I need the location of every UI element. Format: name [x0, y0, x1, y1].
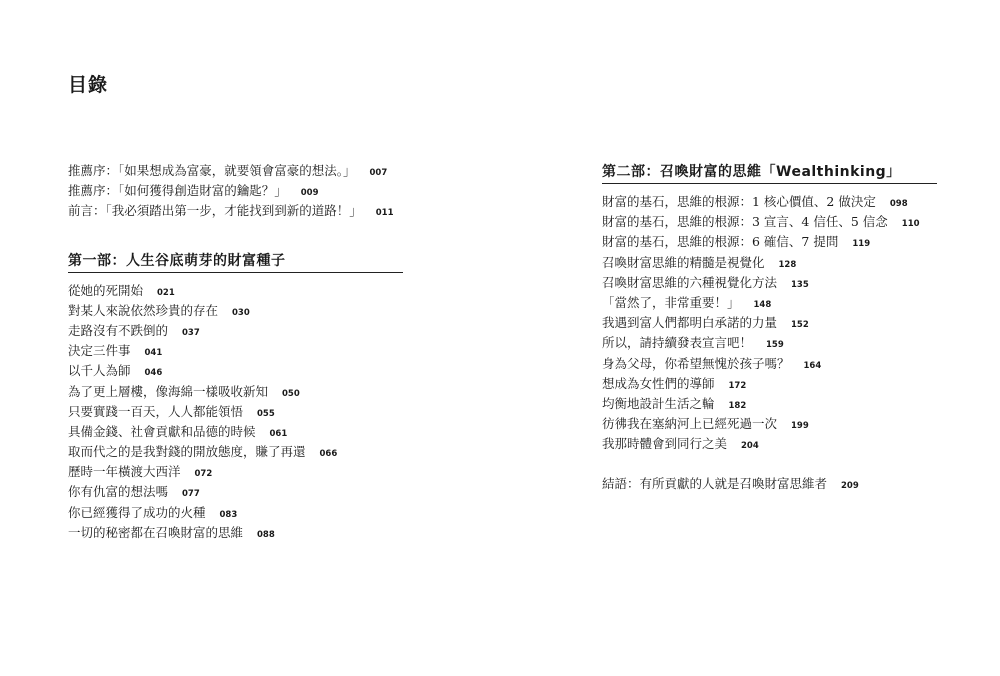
- toc-entry[interactable]: [602, 293, 937, 313]
- toc-entry[interactable]: [602, 313, 937, 333]
- toc-entry[interactable]: [68, 341, 403, 361]
- entry-label: 走路沒有不跌倒的: [68, 322, 169, 338]
- entry-label: 一切的秘密都在召喚財富的思維: [68, 524, 244, 540]
- entry-page: 209: [841, 481, 859, 492]
- toc-entry[interactable]: [68, 523, 403, 543]
- entry-page: 135: [791, 279, 809, 290]
- toc-entry-conclusion[interactable]: [602, 474, 937, 494]
- entry-label: 召喚財富思維的六種視覺化方法: [602, 274, 778, 290]
- toc-entry[interactable]: [68, 503, 403, 523]
- entry-page: 037: [182, 327, 200, 338]
- entry-label: 財富的基石，思維的根源：1 核心價值、2 做決定: [602, 194, 876, 209]
- entry-page: 110: [901, 219, 920, 230]
- entry-page: 009: [300, 188, 319, 199]
- part1-heading: 第一部：人生谷底萌芽的財富種子: [68, 250, 403, 273]
- toc-entry[interactable]: [68, 201, 403, 221]
- toc-entry[interactable]: [68, 321, 403, 341]
- entry-page: 159: [766, 340, 784, 351]
- entry-label: 前言：「我必須踏出第一步，才能找到到新的道路！」: [68, 203, 362, 219]
- entry-label: 彷彿我在塞納河上已經死過一次: [602, 416, 778, 432]
- toc-entry[interactable]: [68, 281, 403, 301]
- page-title: 目錄: [68, 74, 109, 96]
- entry-label: 所以，請持續發表宣言吧！: [602, 335, 753, 351]
- toc-entry[interactable]: [602, 212, 937, 232]
- entry-page: 011: [375, 208, 394, 219]
- entry-label: 財富的基石，思維的根源：3 宣言、4 信任、5 信念: [602, 214, 888, 230]
- entry-page: 148: [753, 299, 772, 310]
- entry-label: 召喚財富思維的精髓是視覺化: [602, 254, 765, 270]
- entry-page: 046: [144, 368, 163, 379]
- entry-label: 以千人為師: [68, 363, 131, 379]
- entry-page: 072: [194, 469, 213, 480]
- entry-page: 083: [219, 509, 238, 520]
- entry-page: 164: [803, 360, 822, 371]
- entry-label: 「當然了，非常重要！」: [602, 294, 740, 310]
- toc-entry[interactable]: [602, 232, 937, 252]
- entry-page: 088: [257, 529, 275, 540]
- toc-left-column: [68, 161, 403, 543]
- entry-label: 你有仇富的想法嗎: [68, 484, 169, 500]
- entry-label: 決定三件事: [68, 343, 131, 359]
- entry-page: 098: [889, 199, 908, 209]
- entry-label: 結語：有所貢獻的人就是召喚財富思維者: [602, 476, 828, 492]
- entry-page: 030: [232, 307, 250, 318]
- entry-label: 取而代之的是我對錢的開放態度，賺了再還: [68, 444, 306, 460]
- entry-label: 具備金錢、社會貢獻和品德的時候: [68, 423, 256, 439]
- entry-label: 推薦序：「如果想成為富豪，就要領會富豪的想法。」: [68, 163, 356, 178]
- entry-label: 歷時一年橫渡大西洋: [68, 464, 181, 480]
- toc-entry[interactable]: [602, 374, 937, 394]
- entry-page: 041: [144, 348, 163, 359]
- entry-page: 199: [791, 421, 809, 432]
- entry-label: 想成為女性們的導師: [602, 375, 715, 391]
- toc-entry[interactable]: [602, 192, 937, 212]
- entry-page: 055: [257, 408, 275, 419]
- toc-entry[interactable]: [68, 482, 403, 502]
- entry-page: 182: [728, 400, 747, 411]
- entry-page: 021: [157, 287, 175, 298]
- entry-label: 你已經獲得了成功的火種: [68, 504, 206, 520]
- toc-entry[interactable]: [602, 354, 937, 374]
- toc-entry[interactable]: [602, 273, 937, 293]
- entry-label: 身為父母，你希望無愧於孩子嗎？: [602, 355, 790, 371]
- toc-entry[interactable]: [68, 161, 403, 181]
- toc-right-column: [602, 161, 937, 495]
- toc-entry[interactable]: [68, 181, 403, 201]
- toc-entry[interactable]: [68, 442, 403, 462]
- toc-entry[interactable]: [602, 414, 937, 434]
- toc-entry[interactable]: [68, 402, 403, 422]
- toc-entry[interactable]: [68, 382, 403, 402]
- entry-label: 從她的死開始: [68, 282, 144, 298]
- entry-label: 我那時體會到同行之美: [602, 436, 728, 452]
- toc-entry[interactable]: [68, 462, 403, 482]
- entry-page: 152: [791, 320, 809, 331]
- entry-label: 只要實踐一百天，人人都能領悟: [68, 403, 244, 419]
- entry-label: 對某人來說依然珍貴的存在: [68, 302, 219, 318]
- toc-entry[interactable]: [68, 361, 403, 381]
- entry-page: 061: [269, 428, 288, 439]
- entry-page: 050: [282, 388, 300, 399]
- entry-page: 172: [728, 380, 747, 391]
- toc-entry[interactable]: [602, 434, 937, 454]
- entry-label: 為了更上層樓，像海綿一樣吸收新知: [68, 383, 269, 399]
- toc-entry[interactable]: [68, 422, 403, 442]
- toc-entry[interactable]: [602, 333, 937, 353]
- entry-label: 我遇到富人們都明白承諾的力量: [602, 315, 778, 331]
- entry-page: 119: [852, 239, 871, 250]
- entry-label: 推薦序：「如何獲得創造財富的鑰匙？」: [68, 183, 287, 199]
- entry-label: 均衡地設計生活之輪: [602, 395, 715, 411]
- entry-page: 066: [319, 449, 338, 460]
- entry-label: 財富的基石，思維的根源：6 確信、7 提問: [602, 234, 839, 250]
- entry-page: 077: [182, 489, 200, 500]
- entry-page: 007: [369, 168, 388, 178]
- toc-entry[interactable]: [602, 394, 937, 414]
- entry-page: 204: [741, 441, 759, 452]
- toc-entry[interactable]: [68, 301, 403, 321]
- part2-heading: 第二部：召喚財富的思維「Wealthinking」: [602, 161, 937, 184]
- toc-entry[interactable]: [602, 253, 937, 273]
- entry-page: 128: [778, 259, 797, 270]
